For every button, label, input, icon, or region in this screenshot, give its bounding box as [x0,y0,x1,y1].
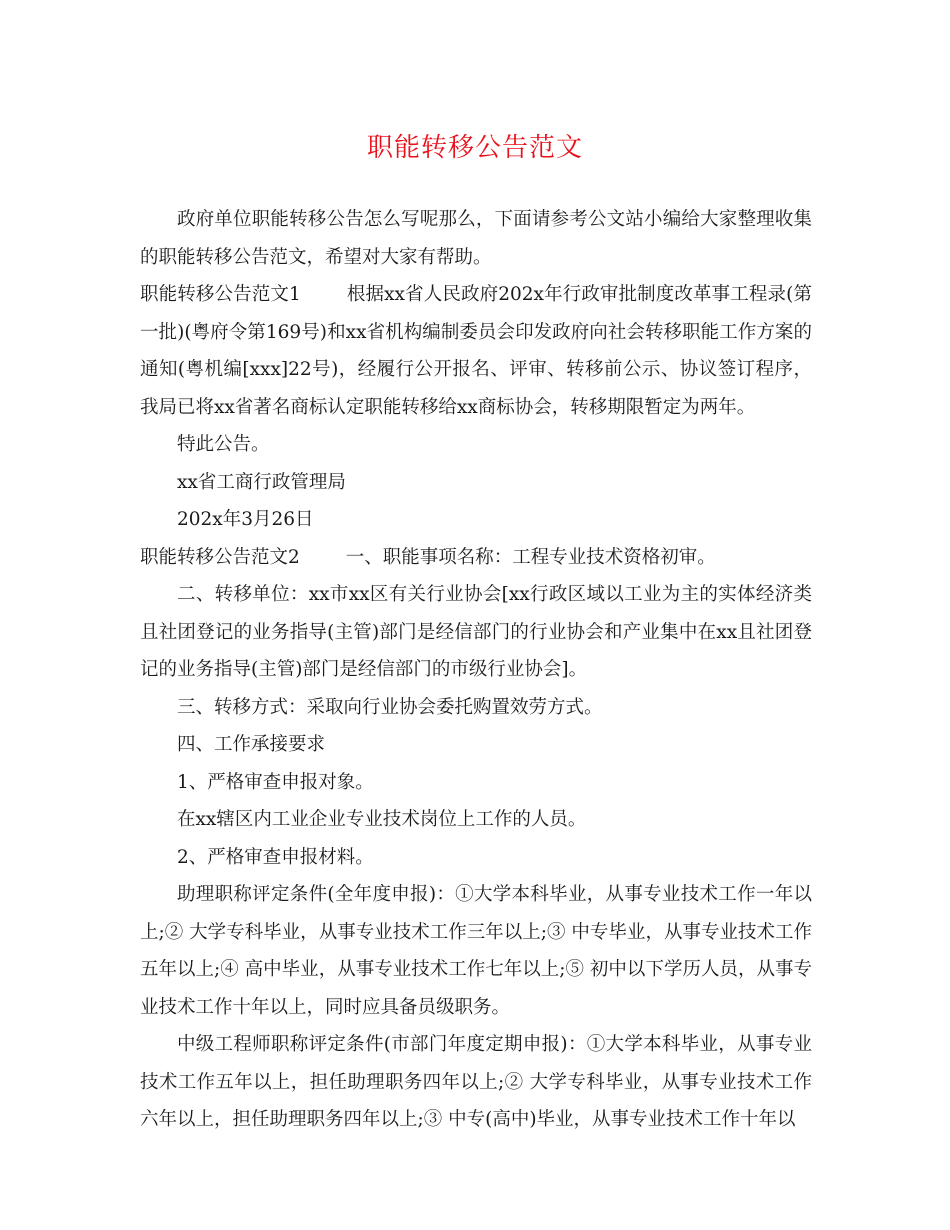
document-title: 职能转移公告范文 [366,133,583,163]
item3-paragraph: 三、转移方式：采取向行业协会委托购置效劳方式。 [177,696,603,718]
item2-paragraph: 二、转移单位：xx市xx区有关行业协会[xx行政区域以工业为主的实体经济类且社团登记的业务指导(主管)部门是经信部门的行业协会和产业集中在xx且社团登记的业务指导(主管)部门是经信部门的市级行业协会]。 [140,584,812,680]
item1-text: 一、职能事项名称：工程专业技术资格初审。 [345,546,716,568]
req1-body: 在xx辖区内工业企业专业技术岗位上工作的人员。 [177,809,587,830]
issuer-line: xx省工商行政管理局 [177,471,346,493]
sample1-label: 职能转移公告范文1 [140,284,301,305]
item4-heading: 四、工作承接要求 [177,734,326,755]
intermediate-conditions-paragraph: 中级工程师职称评定条件(市部门年度定期申报)：①大学本科毕业，从事专业技术工作五年以上，担任助理职务四年以上;② 大学专科毕业，从事专业技术工作六年以上，担任助理职务四年以上;③ 中专(高中)毕业，从事专业技术工作十年以 [140,1034,812,1130]
sample2-paragraph [140,539,812,577]
sample1-paragraph [140,276,812,426]
req1-heading: 1、严格审查申报对象。 [177,771,374,793]
sample1-body: 根据xx省人民政府202x年行政审批制度改革事工程录(第一批)(粤府令第169号)和xx省机构编制委员会印发政府向社会转移职能工作方案的通知(粤机编[xxx]22号)，经履行公开报名、评审、转移前公示、协议签订程序，我局已将xx省著名商标认定职能转移给xx商标协会，转移期限暂定为两年。 [140,284,812,418]
intro-paragraph: 政府单位职能转移公告怎么写呢那么，下面请参考公文站小编给大家整理收集的职能转移公告范文，希望对大家有帮助。 [140,209,812,268]
assistant-conditions-paragraph: 助理职称评定条件(全年度申报)：①大学本科毕业，从事专业技术工作一年以上;② 大学专科毕业，从事专业技术工作三年以上;③ 中专毕业，从事专业技术工作五年以上;④ 高中毕业，从事专业技术工作七年以上;⑤ 初中以下学历人员，从事专业技术工作十年以上，同时应具备员级职务。 [140,884,812,1018]
document-body [140,201,812,1139]
date-line: 202x年3月26日 [177,509,314,530]
closing-line: 特此公告。 [177,434,270,455]
sample2-label: 职能转移公告范文2 [140,546,300,568]
req2-heading: 2、严格审查申报材料。 [177,846,374,868]
